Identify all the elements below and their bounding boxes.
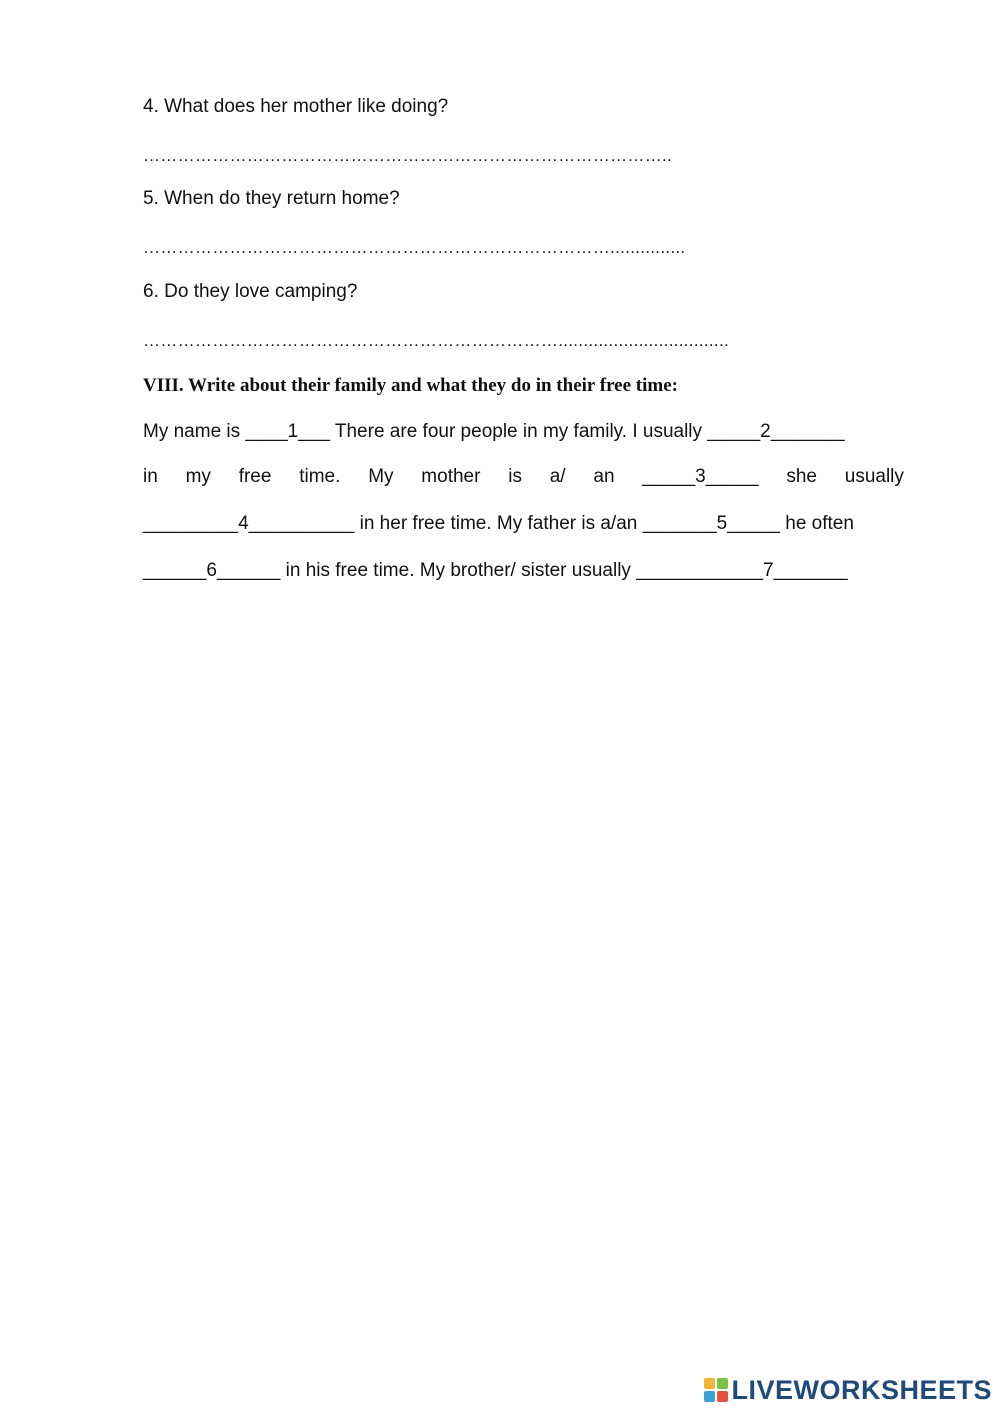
question-6: 6. Do they love camping?	[143, 281, 358, 302]
liveworksheets-logo-icon	[703, 1377, 729, 1403]
paragraph-line-2-word: mother	[421, 466, 481, 487]
paragraph-line-2-word: an	[593, 466, 615, 487]
paragraph-line-2-word: she	[786, 466, 817, 487]
paragraph-line-2-word[interactable]: _____3_____	[642, 466, 759, 487]
paragraph-line-2-word: My	[368, 466, 394, 487]
paragraph-line-2-word: free	[238, 466, 272, 487]
paragraph-line-3-text[interactable]: _________4__________ in her free time. My father is a/an _______5_____ he often	[143, 513, 854, 534]
section-title: VIII. Write about their family and what they do in their free time:	[143, 375, 678, 396]
answer-line-6[interactable]: ………………………………………………………………..................................	[143, 331, 729, 350]
question-5: 5. When do they return home?	[143, 188, 400, 209]
paragraph-line-2-word: usually	[844, 466, 904, 487]
question-4: 4. What does her mother like doing?	[143, 96, 449, 117]
watermark-text: LIVEWORKSHEETS	[731, 1375, 992, 1405]
paragraph-line-2-word: is	[508, 466, 522, 487]
paragraph-line-2-word: in	[143, 466, 158, 487]
paragraph-line-2	[143, 465, 904, 489]
paragraph-line-4	[143, 559, 904, 583]
paragraph-line-2-word: a/	[549, 466, 566, 487]
paragraph-line-3	[143, 512, 904, 536]
paragraph-line-4-text[interactable]: ______6______ in his free time. My brother/ sister usually ____________7_______	[143, 560, 848, 581]
answer-line-5[interactable]: ………………………………………………………………………...............	[143, 238, 686, 257]
paragraph-line-2-word: time.	[299, 466, 341, 487]
answer-line-4[interactable]: ………………………………………………………………………………..	[143, 146, 673, 165]
paragraph-line-1	[143, 420, 904, 444]
paragraph-line-1-text[interactable]: My name is ____1___ There are four people in my family. I usually _____2_______	[143, 421, 845, 442]
paragraph-line-2-word: my	[185, 466, 211, 487]
liveworksheets-watermark	[703, 1375, 992, 1405]
